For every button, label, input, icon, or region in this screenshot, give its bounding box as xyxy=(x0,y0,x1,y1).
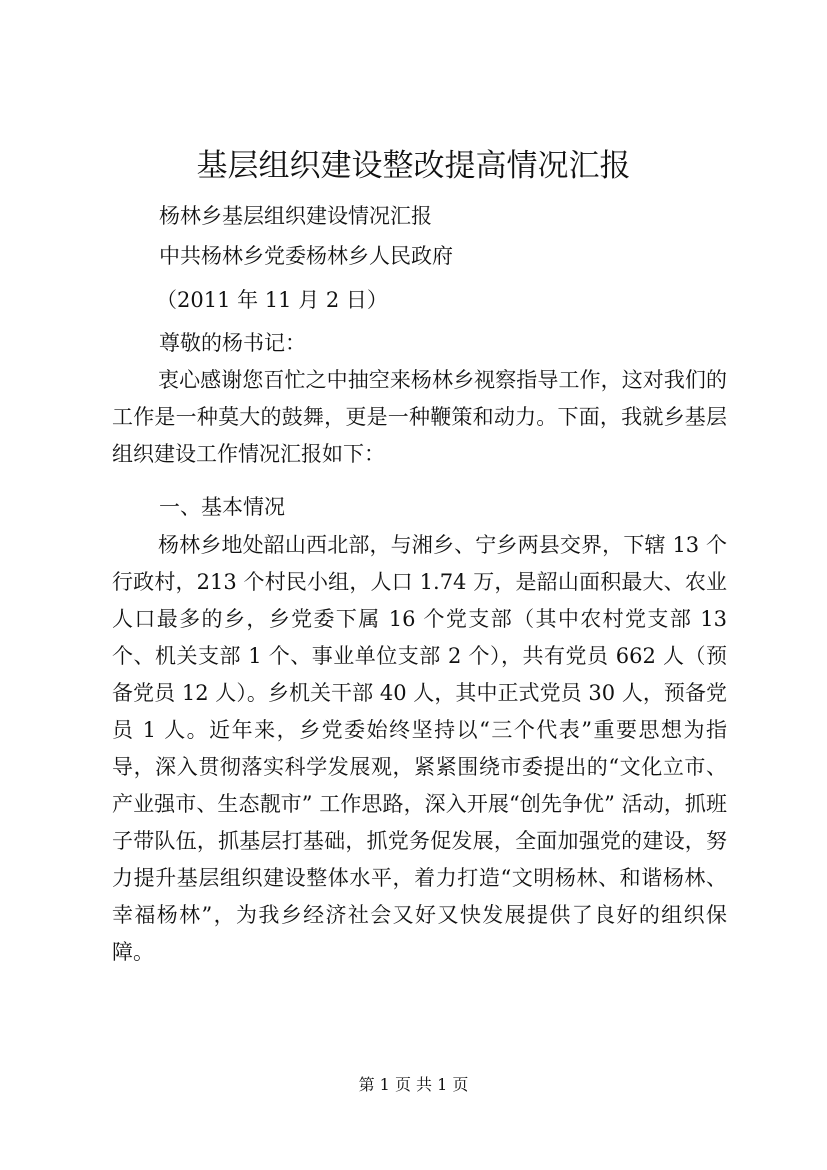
basic-situation-paragraph: 杨林乡地处韶山西北部，与湘乡、宁乡两县交界，下辖 13 个行政村，213 个村民小组，人口 1.74 万，是韶山面积最大、农业人口最多的乡，乡党委下属 16 个党支部（其中农村党支部 13 个、机关支部 1 个、事业单位支部 2 个），共有党员 662 人（预备党员 12 人）。乡机关干部 40 人，其中正式党员 30 人，预备党员 1 人。近年来，乡党委始终坚持以“三个代表”重要思想为指导，深入贯彻落实科学发展观，紧紧围绕市委提出的“文化立市、产业强市、生态靓市” 工作思路，深入开展“创先争优” 活动，抓班子带队伍，抓基层打基础，抓党务促发展，全面加强党的建设，努力提升基层组织建设整体水平，着力打造“文明杨林、和谐杨林、幸福杨林”，为我乡经济社会又好又快发展提供了良好的组织保障。 xyxy=(112,533,727,964)
issuing-organization: 中共杨林乡党委杨林乡人民政府 xyxy=(159,244,453,268)
report-date: （2011 年 11 月 2 日） xyxy=(156,288,388,312)
section-heading-basic-situation: 一、基本情况 xyxy=(159,495,285,519)
salutation: 尊敬的杨书记： xyxy=(159,331,306,355)
page-footer: 第 1 页 共 1 页 xyxy=(358,1075,469,1094)
report-subtitle: 杨林乡基层组织建设情况汇报 xyxy=(159,204,432,228)
intro-paragraph: 衷心感谢您百忙之中抽空来杨林乡视察指导工作，这对我们的工作是一种莫大的鼓舞，更是一种鞭策和动力。下面，我就乡基层组织建设工作情况汇报如下： xyxy=(112,368,727,466)
document-title: 基层组织建设整改提高情况汇报 xyxy=(196,148,631,184)
